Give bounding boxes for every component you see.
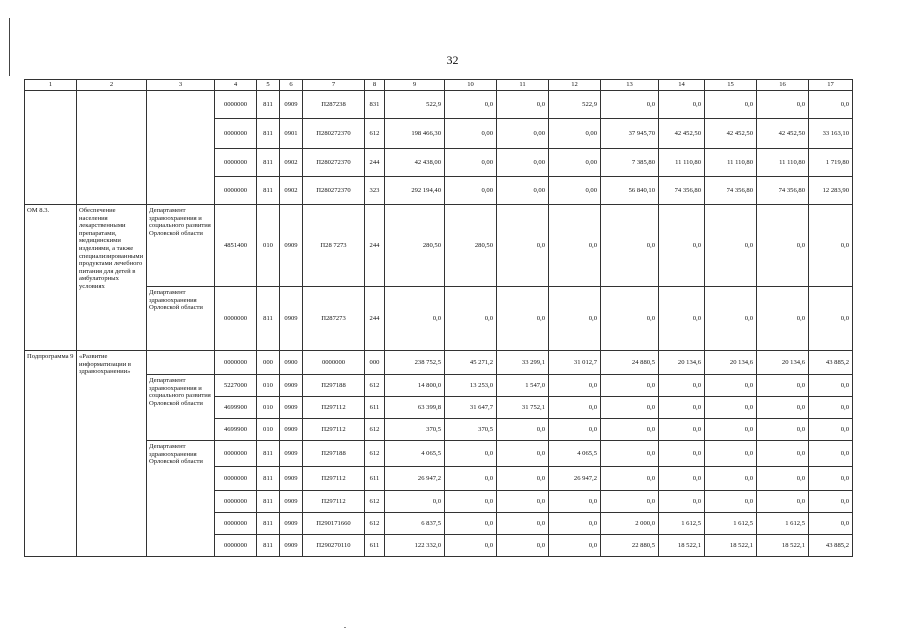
grbs-cell: 811 <box>257 177 280 205</box>
grbs-cell: 000 <box>257 351 280 375</box>
vr-cell: 000 <box>365 351 385 375</box>
amount-cell: 0,0 <box>809 491 853 513</box>
om-code: ОМ 8.3. <box>25 205 77 351</box>
rzpr-cell: 0909 <box>280 467 303 491</box>
amount-cell: 0,0 <box>549 535 601 557</box>
amount-cell: 42 452,50 <box>659 119 705 149</box>
amount-cell: 0,00 <box>549 177 601 205</box>
amount-cell: 0,0 <box>757 205 809 287</box>
kcsr-cell: 0000000 <box>215 467 257 491</box>
amount-cell: 43 885,2 <box>809 351 853 375</box>
amount-cell: 63 399,8 <box>385 397 445 419</box>
amount-cell: 18 522,1 <box>757 535 809 557</box>
column-header: 15 <box>705 80 757 91</box>
amount-cell: 0,0 <box>497 91 549 119</box>
amount-cell: 42 438,00 <box>385 149 445 177</box>
amount-cell: 0,00 <box>445 149 497 177</box>
amount-cell: 4 065,5 <box>549 441 601 467</box>
rzpr-cell: 0909 <box>280 287 303 351</box>
amount-cell: 0,0 <box>601 467 659 491</box>
amount-cell: 0,00 <box>445 177 497 205</box>
amount-cell: 0,0 <box>757 441 809 467</box>
amount-cell: 20 134,6 <box>705 351 757 375</box>
amount-cell: 0,0 <box>705 491 757 513</box>
column-header: 7 <box>303 80 365 91</box>
rzpr-cell: 0909 <box>280 91 303 119</box>
grbs-cell: 811 <box>257 149 280 177</box>
amount-cell: 0,0 <box>601 419 659 441</box>
csr-cell: П28 7273 <box>303 205 365 287</box>
amount-cell: 0,00 <box>497 177 549 205</box>
amount-cell: 31 752,1 <box>497 397 549 419</box>
column-header: 5 <box>257 80 280 91</box>
rzpr-cell: 0909 <box>280 513 303 535</box>
amount-cell: 0,0 <box>497 467 549 491</box>
amount-cell: 0,0 <box>659 419 705 441</box>
rzpr-cell: 0902 <box>280 149 303 177</box>
vr-cell: 244 <box>365 287 385 351</box>
amount-cell: 0,0 <box>385 287 445 351</box>
grbs-cell: 811 <box>257 287 280 351</box>
amount-cell: 0,0 <box>809 397 853 419</box>
amount-cell: 0,0 <box>601 397 659 419</box>
amount-cell: 0,0 <box>385 491 445 513</box>
amount-cell: 1 612,5 <box>705 513 757 535</box>
vr-cell: 244 <box>365 149 385 177</box>
grbs-cell: 010 <box>257 205 280 287</box>
amount-cell: 0,0 <box>757 287 809 351</box>
amount-cell: 280,50 <box>385 205 445 287</box>
amount-cell: 0,0 <box>705 205 757 287</box>
kcsr-cell: 0000000 <box>215 149 257 177</box>
amount-cell: 0,0 <box>601 287 659 351</box>
amount-cell: 0,0 <box>445 535 497 557</box>
column-header: 6 <box>280 80 303 91</box>
amount-cell: 0,00 <box>497 149 549 177</box>
kcsr-cell: 0000000 <box>215 119 257 149</box>
amount-cell: 2 000,0 <box>601 513 659 535</box>
amount-cell: 0,0 <box>497 441 549 467</box>
rzpr-cell: 0909 <box>280 491 303 513</box>
row-code-empty <box>25 91 77 205</box>
amount-cell: 0,0 <box>757 397 809 419</box>
column-header: 10 <box>445 80 497 91</box>
csr-cell: П297188 <box>303 441 365 467</box>
amount-cell: 74 356,80 <box>757 177 809 205</box>
amount-cell: 0,0 <box>705 467 757 491</box>
amount-cell: 0,0 <box>809 467 853 491</box>
amount-cell: 0,00 <box>497 119 549 149</box>
amount-cell: 0,0 <box>809 91 853 119</box>
grbs-cell: 811 <box>257 91 280 119</box>
om-name: Обеспечение населения лекарственными препаратами, медицинскими изделиями, а также специализированными продуктами лечебного питания для детей в амбулаторных условиях <box>77 205 147 351</box>
grbs-cell: 010 <box>257 397 280 419</box>
amount-cell: 1 612,5 <box>757 513 809 535</box>
grbs-cell: 811 <box>257 441 280 467</box>
amount-cell: 0,0 <box>659 205 705 287</box>
rzpr-cell: 0900 <box>280 351 303 375</box>
amount-cell: 0,0 <box>497 205 549 287</box>
amount-cell: 4 065,5 <box>385 441 445 467</box>
kcsr-cell: 0000000 <box>215 177 257 205</box>
column-header: 2 <box>77 80 147 91</box>
amount-cell: 238 752,5 <box>385 351 445 375</box>
amount-cell: 26 947,2 <box>549 467 601 491</box>
amount-cell: 0,0 <box>705 287 757 351</box>
subprogram-dept: Департамент здравоохранения Орловской области <box>147 441 215 557</box>
table-row <box>25 351 853 375</box>
amount-cell: 0,0 <box>549 205 601 287</box>
kcsr-cell: 4699900 <box>215 419 257 441</box>
amount-cell: 0,0 <box>659 91 705 119</box>
amount-cell: 0,0 <box>809 513 853 535</box>
vr-cell: 612 <box>365 441 385 467</box>
csr-cell: П280272370 <box>303 119 365 149</box>
amount-cell: 11 110,80 <box>659 149 705 177</box>
amount-cell: 292 194,40 <box>385 177 445 205</box>
vr-cell: 612 <box>365 491 385 513</box>
amount-cell: 0,0 <box>601 205 659 287</box>
amount-cell: 56 840,10 <box>601 177 659 205</box>
csr-cell: П297188 <box>303 375 365 397</box>
vr-cell: 612 <box>365 119 385 149</box>
amount-cell: 20 134,6 <box>659 351 705 375</box>
table-row <box>25 441 853 467</box>
column-header: 16 <box>757 80 809 91</box>
rzpr-cell: 0909 <box>280 419 303 441</box>
vr-cell: 611 <box>365 467 385 491</box>
csr-cell: П280272370 <box>303 149 365 177</box>
amount-cell: 0,0 <box>549 513 601 535</box>
amount-cell: 33 163,10 <box>809 119 853 149</box>
amount-cell: 0,0 <box>445 467 497 491</box>
amount-cell: 0,0 <box>445 91 497 119</box>
amount-cell: 18 522,1 <box>659 535 705 557</box>
amount-cell: 0,0 <box>659 441 705 467</box>
row-name-empty <box>77 91 147 205</box>
column-header: 17 <box>809 80 853 91</box>
subprogram-dept: Департамент здравоохранения и социального развития Орловской области <box>147 375 215 441</box>
amount-cell: 370,5 <box>385 419 445 441</box>
amount-cell: 0,0 <box>497 513 549 535</box>
vr-cell: 612 <box>365 513 385 535</box>
csr-cell: П297112 <box>303 419 365 441</box>
csr-cell: П287238 <box>303 91 365 119</box>
amount-cell: 122 332,0 <box>385 535 445 557</box>
grbs-cell: 811 <box>257 467 280 491</box>
csr-cell: П297112 <box>303 397 365 419</box>
amount-cell: 280,50 <box>445 205 497 287</box>
amount-cell: 0,0 <box>757 91 809 119</box>
amount-cell: 0,0 <box>809 287 853 351</box>
amount-cell: 0,0 <box>497 419 549 441</box>
scan-speck <box>344 627 346 628</box>
kcsr-cell: 5227000 <box>215 375 257 397</box>
amount-cell: 0,0 <box>549 397 601 419</box>
kcsr-cell: 0000000 <box>215 287 257 351</box>
amount-cell: 74 356,80 <box>659 177 705 205</box>
kcsr-cell: 0000000 <box>215 91 257 119</box>
amount-cell: 0,0 <box>549 491 601 513</box>
om-dept: Департамент здравоохранения и социального развития Орловской области <box>147 205 215 287</box>
amount-cell: 0,0 <box>659 287 705 351</box>
amount-cell: 198 466,30 <box>385 119 445 149</box>
row-dept-empty <box>147 91 215 205</box>
amount-cell: 0,0 <box>601 91 659 119</box>
om-dept: Департамент здравоохранения Орловской области <box>147 287 215 351</box>
column-header: 4 <box>215 80 257 91</box>
amount-cell: 0,0 <box>809 441 853 467</box>
amount-cell: 370,5 <box>445 419 497 441</box>
vr-cell: 244 <box>365 205 385 287</box>
amount-cell: 0,0 <box>757 419 809 441</box>
amount-cell: 0,0 <box>809 375 853 397</box>
amount-cell: 0,00 <box>549 119 601 149</box>
amount-cell: 74 356,80 <box>705 177 757 205</box>
amount-cell: 31 012,7 <box>549 351 601 375</box>
amount-cell: 0,0 <box>809 205 853 287</box>
budget-table <box>24 79 853 557</box>
amount-cell: 0,0 <box>445 491 497 513</box>
grbs-cell: 010 <box>257 375 280 397</box>
table-row <box>25 91 853 119</box>
vr-cell: 611 <box>365 397 385 419</box>
amount-cell: 43 885,2 <box>809 535 853 557</box>
amount-cell: 0,0 <box>549 375 601 397</box>
vr-cell: 611 <box>365 535 385 557</box>
amount-cell: 42 452,50 <box>757 119 809 149</box>
amount-cell: 7 385,80 <box>601 149 659 177</box>
amount-cell: 11 110,80 <box>757 149 809 177</box>
csr-cell: 0000000 <box>303 351 365 375</box>
amount-cell: 0,0 <box>757 467 809 491</box>
rzpr-cell: 0902 <box>280 177 303 205</box>
kcsr-cell: 0000000 <box>215 351 257 375</box>
amount-cell: 0,0 <box>659 397 705 419</box>
amount-cell: 0,0 <box>705 397 757 419</box>
column-header: 14 <box>659 80 705 91</box>
amount-cell: 0,0 <box>549 287 601 351</box>
amount-cell: 14 800,0 <box>385 375 445 397</box>
amount-cell: 0,0 <box>705 441 757 467</box>
kcsr-cell: 0000000 <box>215 491 257 513</box>
amount-cell: 0,0 <box>601 375 659 397</box>
amount-cell: 0,0 <box>705 419 757 441</box>
amount-cell: 6 837,5 <box>385 513 445 535</box>
amount-cell: 0,0 <box>659 491 705 513</box>
grbs-cell: 811 <box>257 535 280 557</box>
kcsr-cell: 4699900 <box>215 397 257 419</box>
amount-cell: 0,0 <box>809 419 853 441</box>
amount-cell: 0,0 <box>445 287 497 351</box>
amount-cell: 0,0 <box>445 513 497 535</box>
amount-cell: 26 947,2 <box>385 467 445 491</box>
rzpr-cell: 0909 <box>280 441 303 467</box>
column-header: 9 <box>385 80 445 91</box>
amount-cell: 0,0 <box>601 491 659 513</box>
amount-cell: 24 880,5 <box>601 351 659 375</box>
grbs-cell: 010 <box>257 419 280 441</box>
amount-cell: 522,9 <box>549 91 601 119</box>
amount-cell: 0,0 <box>705 91 757 119</box>
rzpr-cell: 0909 <box>280 535 303 557</box>
kcsr-cell: 0000000 <box>215 441 257 467</box>
grbs-cell: 811 <box>257 119 280 149</box>
amount-cell: 1 612,5 <box>659 513 705 535</box>
subprogram-code: Подпрограмма 9 <box>25 351 77 557</box>
table-row <box>25 375 853 397</box>
header-row <box>25 80 853 91</box>
rzpr-cell: 0909 <box>280 375 303 397</box>
amount-cell: 0,0 <box>705 375 757 397</box>
column-header: 12 <box>549 80 601 91</box>
grbs-cell: 811 <box>257 491 280 513</box>
grbs-cell: 811 <box>257 513 280 535</box>
subprogram-name: «Развитие информатизации в здравоохранении» <box>77 351 147 557</box>
csr-cell: П297112 <box>303 491 365 513</box>
rzpr-cell: 0901 <box>280 119 303 149</box>
csr-cell: П287273 <box>303 287 365 351</box>
rzpr-cell: 0909 <box>280 397 303 419</box>
csr-cell: П280272370 <box>303 177 365 205</box>
amount-cell: 37 945,70 <box>601 119 659 149</box>
amount-cell: 0,0 <box>601 441 659 467</box>
amount-cell: 0,0 <box>497 491 549 513</box>
amount-cell: 42 452,50 <box>705 119 757 149</box>
column-header: 1 <box>25 80 77 91</box>
amount-cell: 0,0 <box>659 467 705 491</box>
amount-cell: 0,00 <box>549 149 601 177</box>
csr-cell: П297112 <box>303 467 365 491</box>
amount-cell: 11 110,80 <box>705 149 757 177</box>
table-row <box>25 287 853 351</box>
table-row <box>25 205 853 287</box>
amount-cell: 522,9 <box>385 91 445 119</box>
amount-cell: 20 134,6 <box>757 351 809 375</box>
kcsr-cell: 0000000 <box>215 513 257 535</box>
amount-cell: 0,00 <box>445 119 497 149</box>
column-header: 11 <box>497 80 549 91</box>
rzpr-cell: 0909 <box>280 205 303 287</box>
amount-cell: 31 647,7 <box>445 397 497 419</box>
amount-cell: 0,0 <box>757 375 809 397</box>
column-header: 8 <box>365 80 385 91</box>
vr-cell: 612 <box>365 375 385 397</box>
amount-cell: 22 880,5 <box>601 535 659 557</box>
amount-cell: 45 271,2 <box>445 351 497 375</box>
amount-cell: 18 522,1 <box>705 535 757 557</box>
vr-cell: 323 <box>365 177 385 205</box>
amount-cell: 0,0 <box>497 535 549 557</box>
kcsr-cell: 0000000 <box>215 535 257 557</box>
amount-cell: 1 547,0 <box>497 375 549 397</box>
column-header: 3 <box>147 80 215 91</box>
csr-cell: П290171660 <box>303 513 365 535</box>
column-header: 13 <box>601 80 659 91</box>
amount-cell: 12 283,90 <box>809 177 853 205</box>
vr-cell: 831 <box>365 91 385 119</box>
amount-cell: 33 299,1 <box>497 351 549 375</box>
amount-cell: 13 253,0 <box>445 375 497 397</box>
amount-cell: 0,0 <box>497 287 549 351</box>
page-number: 32 <box>446 53 459 67</box>
amount-cell: 0,0 <box>659 375 705 397</box>
amount-cell: 0,0 <box>445 441 497 467</box>
amount-cell: 0,0 <box>757 491 809 513</box>
csr-cell: П290270110 <box>303 535 365 557</box>
amount-cell: 0,0 <box>549 419 601 441</box>
subprogram-dept-empty <box>147 351 215 375</box>
vr-cell: 612 <box>365 419 385 441</box>
amount-cell: 1 719,80 <box>809 149 853 177</box>
kcsr-cell: 4851400 <box>215 205 257 287</box>
